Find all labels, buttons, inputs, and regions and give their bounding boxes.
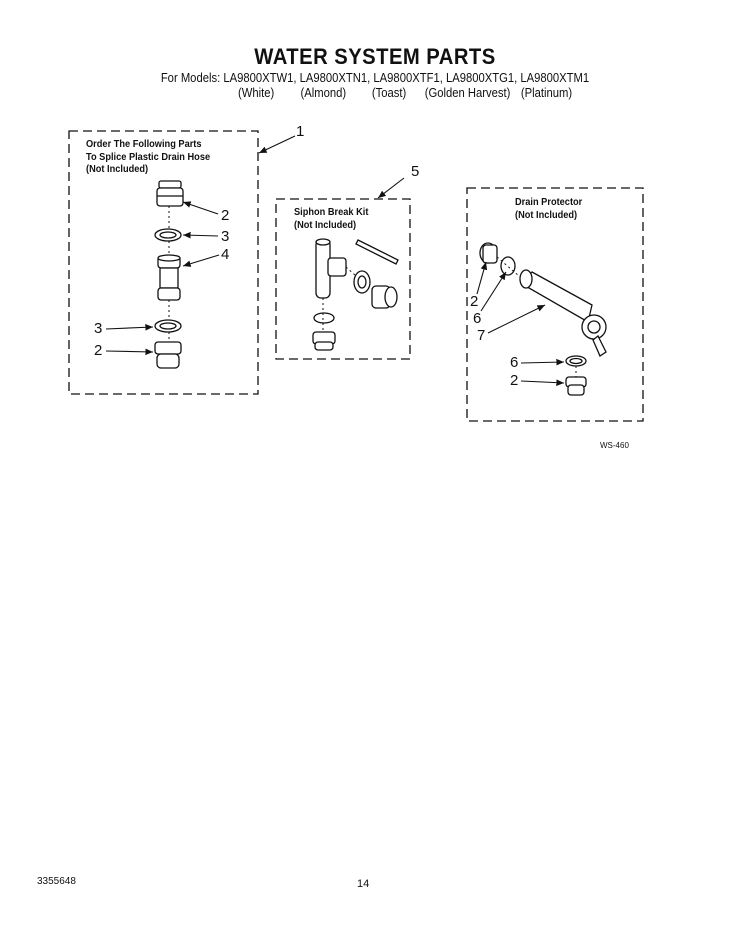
- callout-5: 5: [411, 163, 420, 180]
- document-number: 3355648: [37, 876, 76, 887]
- siphon-ring: [314, 313, 334, 323]
- splice-label-line: (Not Included): [86, 163, 149, 175]
- drain-coupling-2-top: [480, 243, 497, 263]
- part-number-label: 3: [221, 228, 230, 245]
- drain-protector-body-7: [520, 270, 606, 356]
- part-number-label: 2: [470, 293, 479, 310]
- clamp-part-3-top: [155, 229, 181, 241]
- siphon-label-line: Siphon Break Kit: [294, 206, 369, 218]
- drain-coupling-2-bottom: [566, 377, 586, 395]
- coupling-part-2-top: [157, 181, 183, 206]
- siphon-tie-strap: [356, 240, 398, 264]
- drain-panel-label: [515, 196, 582, 221]
- siphon-tee-fitting: [316, 239, 346, 298]
- color-label-toast: (Toast): [371, 86, 407, 100]
- clamp-part-3-bottom: [155, 320, 181, 332]
- part-number-label: 6: [473, 310, 482, 327]
- page-number: 14: [357, 878, 370, 890]
- leader-splice-4: [183, 255, 219, 266]
- page-title: WATER SYSTEM PARTS: [254, 44, 496, 69]
- color-label-almond: (Almond): [300, 86, 347, 100]
- color-label-white: (White): [238, 86, 275, 100]
- callout-leader-1: [259, 136, 295, 153]
- part-number-label: 2: [221, 207, 230, 224]
- models-line: For Models: LA9800XTW1, LA9800XTN1, LA9800XTF1, LA9800XTG1, LA9800XTM1: [160, 71, 590, 85]
- leader-splice-2-top: [183, 202, 218, 214]
- splice-label-line: To Splice Plastic Drain Hose: [86, 150, 211, 163]
- siphon-label-line: (Not Included): [294, 218, 357, 231]
- part-number-label: 2: [94, 342, 103, 359]
- drain-clamp-6-bottom: [566, 356, 586, 366]
- part-number-label: 7: [477, 327, 486, 344]
- siphon-coupling: [372, 286, 397, 308]
- leader-drain-7: [488, 305, 545, 333]
- splice-label-line: Order The Following Parts: [86, 138, 202, 150]
- leader-splice-3-top: [183, 235, 218, 236]
- diagram-code: WS-460: [600, 441, 629, 450]
- callout-leader-5: [378, 178, 404, 198]
- part-number-label: 2: [510, 372, 519, 389]
- connector-tube-part-4: [158, 255, 180, 300]
- part-number-label: 3: [94, 320, 103, 337]
- drain-clamp-6-top: [501, 257, 515, 275]
- color-label-platinum: (Platinum): [520, 86, 573, 100]
- part-number-label: 4: [221, 246, 230, 263]
- color-label-golden-harvest: (Golden Harvest): [424, 86, 511, 100]
- leader-drain-6-bottom: [521, 362, 564, 363]
- coupling-part-2-bottom: [155, 342, 181, 368]
- leader-splice-2-bottom: [106, 351, 153, 352]
- siphon-panel-label: [294, 206, 368, 231]
- drain-label-line: (Not Included): [515, 208, 578, 221]
- drain-label-line: Drain Protector: [515, 196, 583, 208]
- part-number-label: 6: [510, 354, 519, 371]
- siphon-cap: [313, 332, 335, 350]
- leader-drain-2-bottom: [521, 381, 564, 383]
- leader-drain-6-top: [481, 272, 506, 311]
- callout-1: 1: [296, 123, 305, 140]
- splice-panel-label: [86, 138, 210, 176]
- leader-drain-2-top: [477, 262, 486, 294]
- siphon-clamp: [354, 271, 370, 293]
- drain-panel-border: [467, 188, 643, 421]
- leader-splice-3-bottom: [106, 327, 153, 329]
